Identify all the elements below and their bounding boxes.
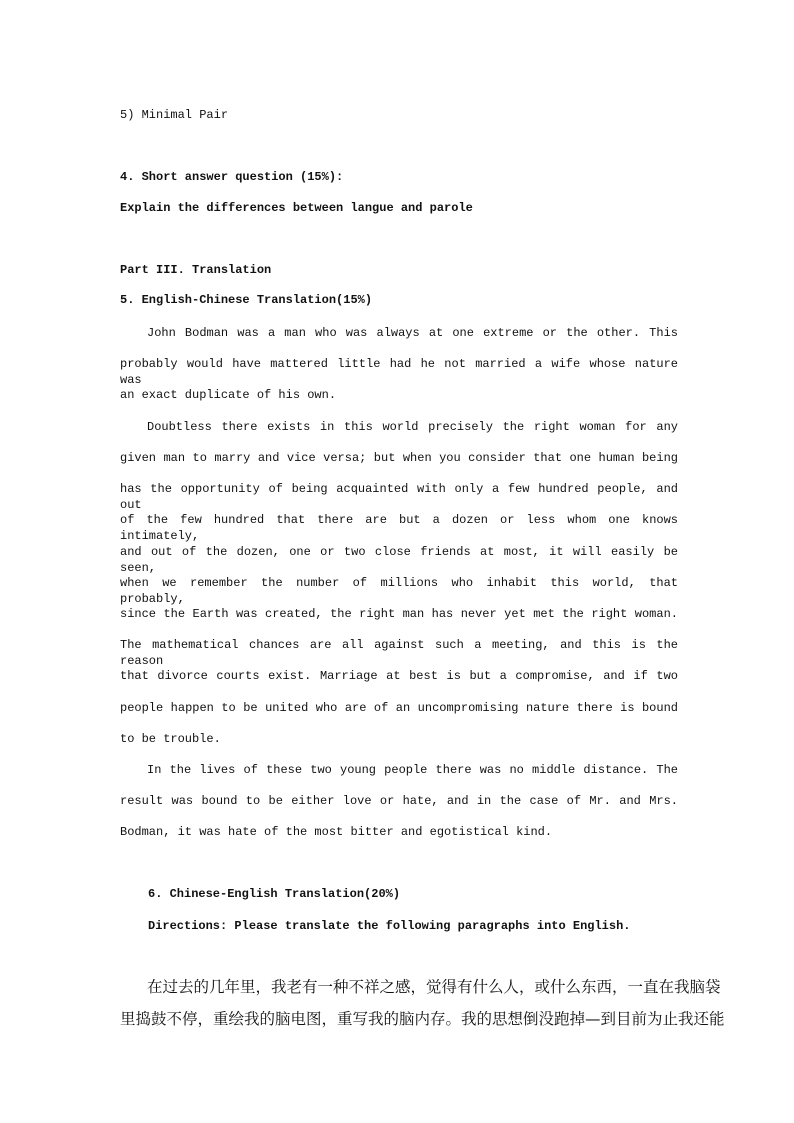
- english-chinese-heading: 5. English-Chinese Translation(15%): [120, 293, 373, 307]
- passage-line: of the few hundred that there are but a dozen or less whom one knows intimately,: [120, 513, 678, 543]
- short-answer-heading: 4. Short answer question (15%):: [120, 170, 344, 184]
- passage-line: The mathematical chances are all against such a meeting, and this is the reason: [120, 638, 678, 668]
- passage-line: result was bound to be either love or hate, and in the case of Mr. and Mrs.: [120, 794, 678, 808]
- passage-line: Doubtless there exists in this world precisely the right woman for any: [147, 420, 678, 434]
- item-minimal-pair: 5) Minimal Pair: [120, 108, 229, 122]
- chinese-english-heading: 6. Chinese-English Translation(20%): [148, 887, 401, 901]
- translation-directions: Directions: Please translate the following paragraphs into English.: [148, 919, 631, 933]
- passage-line: an exact duplicate of his own.: [120, 388, 337, 402]
- passage-line: has the opportunity of being acquainted with only a few hundred people, and out: [120, 482, 678, 512]
- passage-line: John Bodman was a man who was always at one extreme or the other. This: [147, 326, 678, 340]
- passage-line: and out of the dozen, one or two close friends at most, it will easily be seen,: [120, 545, 678, 575]
- chinese-paragraph-line: 里捣鼓不停，重绘我的脑电图，重写我的脑内存。我的思想倒没跑掉—到目前为止我还能: [120, 1010, 725, 1028]
- part-three-heading: Part III. Translation: [120, 263, 272, 277]
- passage-line: probably would have mattered little had he not married a wife whose nature was: [120, 357, 678, 387]
- passage-line: given man to marry and vice versa; but when you consider that one human being: [120, 451, 678, 465]
- passage-line: In the lives of these two young people there was no middle distance. The: [147, 763, 678, 777]
- passage-line: people happen to be united who are of an uncompromising nature there is bound: [120, 701, 678, 715]
- passage-line: when we remember the number of millions who inhabit this world, that probably,: [120, 576, 678, 606]
- short-answer-prompt: Explain the differences between langue and parole: [120, 201, 473, 215]
- passage-line: to be trouble.: [120, 732, 221, 746]
- passage-line: that divorce courts exist. Marriage at best is but a compromise, and if two: [120, 669, 678, 683]
- passage-line: Bodman, it was hate of the most bitter and egotistical kind.: [120, 825, 553, 839]
- passage-line: since the Earth was created, the right man has never yet met the right woman.: [120, 607, 678, 621]
- chinese-paragraph-line: 在过去的几年里，我老有一种不祥之感，觉得有什么人，或什么东西，一直在我脑袋: [147, 978, 721, 996]
